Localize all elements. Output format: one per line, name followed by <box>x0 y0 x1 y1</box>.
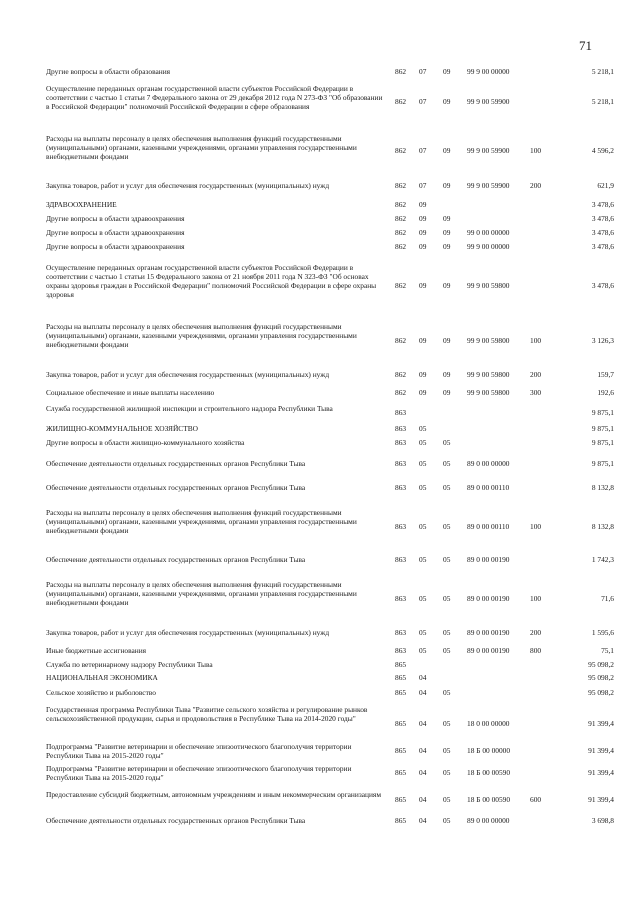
rz-cell: 04 <box>419 795 427 804</box>
rz-cell: 05 <box>419 628 427 637</box>
vr-cell: 100 <box>530 522 542 531</box>
row-name: Расходы на выплаты персоналу в целях обеспечения выполнения функций государственными (муниципальными) органами, казенными учреждениями, органами управления государственными внебюджетными фондами <box>46 580 357 607</box>
sum-cell: 95 098,2 <box>588 673 614 682</box>
ved-cell: 865 <box>395 795 407 804</box>
sum-cell: 4 596,2 <box>591 146 614 155</box>
pr-cell: 05 <box>443 688 451 697</box>
csr-cell: 18 Б 00 00000 <box>467 746 511 755</box>
row-name: Подпрограмма "Развитие ветеринарии и обеспечение эпизоотического благополучия территории Республики Тыва на 2015-2020 годы" <box>46 742 352 760</box>
pr-cell: 09 <box>443 281 451 290</box>
pr-cell: 05 <box>443 438 451 447</box>
sum-cell: 3 698,8 <box>591 816 614 825</box>
vr-cell: 300 <box>530 388 542 397</box>
csr-cell: 99 9 00 59800 <box>467 336 510 345</box>
pr-cell: 05 <box>443 816 451 825</box>
pr-cell: 09 <box>443 67 451 76</box>
ved-cell: 865 <box>395 816 407 825</box>
vr-cell: 200 <box>530 181 542 190</box>
rz-cell: 04 <box>419 673 427 682</box>
ved-cell: 862 <box>395 242 407 251</box>
rz-cell: 09 <box>419 388 427 397</box>
sum-cell: 621,9 <box>597 181 614 190</box>
rz-cell: 05 <box>419 459 427 468</box>
csr-cell: 18 Б 00 00590 <box>467 795 511 804</box>
pr-cell: 05 <box>443 795 451 804</box>
ved-cell: 865 <box>395 688 407 697</box>
row-name: ЗДРАВООХРАНЕНИЕ <box>46 200 117 209</box>
rz-cell: 05 <box>419 438 427 447</box>
sum-cell: 75,1 <box>601 646 614 655</box>
row-name: Другие вопросы в области образования <box>46 67 171 76</box>
ved-cell: 863 <box>395 424 407 433</box>
ved-cell: 862 <box>395 67 407 76</box>
ved-cell: 862 <box>395 228 407 237</box>
ved-cell: 865 <box>395 719 407 728</box>
rz-cell: 04 <box>419 816 427 825</box>
csr-cell: 89 0 00 00000 <box>467 459 510 468</box>
sum-cell: 8 132,8 <box>591 483 614 492</box>
row-name: Расходы на выплаты персоналу в целях обеспечения выполнения функций государственными (муниципальными) органами, казенными учреждениями, органами управления государственными внебюджетными фондами <box>46 134 357 161</box>
pr-cell: 05 <box>443 646 451 655</box>
row-name: Обеспечение деятельности отдельных государственных органов Республики Тыва <box>46 459 306 468</box>
csr-cell: 99 0 00 00000 <box>467 228 510 237</box>
row-name: Обеспечение деятельности отдельных государственных органов Республики Тыва <box>46 483 306 492</box>
vr-cell: 100 <box>530 146 542 155</box>
sum-cell: 5 218,1 <box>591 97 614 106</box>
ved-cell: 865 <box>395 746 407 755</box>
rz-cell: 05 <box>419 483 427 492</box>
pr-cell: 05 <box>443 594 451 603</box>
csr-cell: 18 0 00 00000 <box>467 719 510 728</box>
ved-cell: 863 <box>395 408 407 417</box>
csr-cell: 99 9 00 59800 <box>467 281 510 290</box>
csr-cell: 99 9 00 59900 <box>467 146 510 155</box>
row-name: ЖИЛИЩНО-КОММУНАЛЬНОЕ ХОЗЯЙСТВО <box>46 424 199 433</box>
ved-cell: 863 <box>395 594 407 603</box>
rz-cell: 05 <box>419 522 427 531</box>
ved-cell: 863 <box>395 555 407 564</box>
pr-cell: 05 <box>443 522 451 531</box>
vr-cell: 100 <box>530 594 542 603</box>
pr-cell: 05 <box>443 459 451 468</box>
pr-cell: 05 <box>443 628 451 637</box>
rz-cell: 09 <box>419 281 427 290</box>
rz-cell: 05 <box>419 424 427 433</box>
vr-cell: 800 <box>530 646 542 655</box>
sum-cell: 192,6 <box>597 388 614 397</box>
pr-cell: 09 <box>443 228 451 237</box>
pr-cell: 05 <box>443 746 451 755</box>
pr-cell: 09 <box>443 336 451 345</box>
sum-cell: 9 875,1 <box>591 424 614 433</box>
rz-cell: 07 <box>419 181 427 190</box>
ved-cell: 863 <box>395 438 407 447</box>
csr-cell: 89 0 00 00190 <box>467 555 510 564</box>
ved-cell: 863 <box>395 628 407 637</box>
ved-cell: 862 <box>395 214 407 223</box>
rz-cell: 09 <box>419 214 427 223</box>
sum-cell: 91 399,4 <box>588 768 614 777</box>
sum-cell: 95 098,2 <box>588 660 614 669</box>
rz-cell: 07 <box>419 146 427 155</box>
sum-cell: 95 098,2 <box>588 688 614 697</box>
pr-cell: 09 <box>443 370 451 379</box>
rz-cell: 04 <box>419 746 427 755</box>
pr-cell: 09 <box>443 242 451 251</box>
row-name: Государственная программа Республики Тыва "Развитие сельского хозяйства и регулирование рынков сельскохозяйственной продукции, сырья и продовольствия в Республике Тыва на 2014-2020 годы" <box>46 705 368 723</box>
vr-cell: 100 <box>530 336 542 345</box>
sum-cell: 91 399,4 <box>588 746 614 755</box>
row-name: Сельское хозяйство и рыболовство <box>46 688 156 697</box>
ved-cell: 862 <box>395 200 407 209</box>
csr-cell: 89 0 00 00190 <box>467 628 510 637</box>
row-name: Расходы на выплаты персоналу в целях обеспечения выполнения функций государственными (муниципальными) органами, казенными учреждениями, органами управления государственными внебюджетными фондами <box>46 508 357 535</box>
row-name: Предоставление субсидий бюджетным, автономным учреждениям и иным некоммерческим организациям <box>46 790 382 799</box>
csr-cell: 99 9 00 59900 <box>467 97 510 106</box>
sum-cell: 3 478,6 <box>591 214 614 223</box>
row-name: НАЦИОНАЛЬНАЯ ЭКОНОМИКА <box>46 673 158 682</box>
row-name: Служба государственной жилищной инспекции и строительного надзора Республики Тыва <box>46 404 333 413</box>
rz-cell: 09 <box>419 200 427 209</box>
ved-cell: 863 <box>395 459 407 468</box>
row-name: Другие вопросы в области жилищно-коммунального хозяйства <box>46 438 245 447</box>
row-name: Другие вопросы в области здравоохранения <box>46 228 185 237</box>
sum-cell: 3 126,3 <box>591 336 614 345</box>
pr-cell: 05 <box>443 483 451 492</box>
sum-cell: 5 218,1 <box>591 67 614 76</box>
ved-cell: 862 <box>395 336 407 345</box>
sum-cell: 1 595,6 <box>591 628 614 637</box>
row-name: Закупка товаров, работ и услуг для обеспечения государственных (муниципальных) нужд <box>46 628 330 637</box>
csr-cell: 89 0 00 00000 <box>467 816 510 825</box>
pr-cell: 09 <box>443 388 451 397</box>
rz-cell: 09 <box>419 242 427 251</box>
csr-cell: 99 9 00 00000 <box>467 67 510 76</box>
pr-cell: 05 <box>443 768 451 777</box>
row-name: Другие вопросы в области здравоохранения <box>46 242 185 251</box>
ved-cell: 863 <box>395 522 407 531</box>
sum-cell: 9 875,1 <box>591 408 614 417</box>
ved-cell: 862 <box>395 370 407 379</box>
ved-cell: 862 <box>395 388 407 397</box>
rz-cell: 05 <box>419 646 427 655</box>
csr-cell: 89 0 00 00190 <box>467 594 510 603</box>
sum-cell: 3 478,6 <box>591 242 614 251</box>
row-name: Осуществление переданных органам государственной власти субъектов Российской Федерации в соответствии с частью 1 статьи 15 Федерального закона от 21 ноября 2011 года N 323-ФЗ "Об основах охраны здоровья граждан в Российской Федерации" полномочий Российской Федерации в сфере охраны здоровья <box>46 263 377 299</box>
pr-cell: 09 <box>443 97 451 106</box>
sum-cell: 3 478,6 <box>591 281 614 290</box>
rz-cell: 04 <box>419 768 427 777</box>
rz-cell: 05 <box>419 555 427 564</box>
row-name: Служба по ветеринарному надзору Республики Тыва <box>46 660 213 669</box>
row-name: Расходы на выплаты персоналу в целях обеспечения выполнения функций государственными (муниципальными) органами, казенными учреждениями, органами управления государственными внебюджетными фондами <box>46 322 357 349</box>
ved-cell: 865 <box>395 673 407 682</box>
row-name: Закупка товаров, работ и услуг для обеспечения государственных (муниципальных) нужд <box>46 181 330 190</box>
rz-cell: 05 <box>419 594 427 603</box>
sum-cell: 91 399,4 <box>588 719 614 728</box>
sum-cell: 71,6 <box>601 594 614 603</box>
row-name: Закупка товаров, работ и услуг для обеспечения государственных (муниципальных) нужд <box>46 370 330 379</box>
rz-cell: 04 <box>419 688 427 697</box>
ved-cell: 865 <box>395 768 407 777</box>
sum-cell: 1 742,3 <box>591 555 614 564</box>
vr-cell: 200 <box>530 370 542 379</box>
row-name: Подпрограмма "Развитие ветеринарии и обеспечение эпизоотического благополучия территории Республики Тыва на 2015-2020 годы" <box>46 764 352 782</box>
csr-cell: 99 9 00 59900 <box>467 181 510 190</box>
page-number: 71 <box>579 38 592 53</box>
rz-cell: 04 <box>419 719 427 728</box>
row-name: Осуществление переданных органам государственной власти субъектов Российской Федерации в соответствии с частью 1 статьи 7 Федерального закона от 29 декабря 2012 года N 273-ФЗ "Об образовании в Российской Федерации" полномочий Российской Федерации в сфере образования <box>46 84 383 111</box>
row-name: Иные бюджетные ассигнования <box>46 646 147 655</box>
row-name: Обеспечение деятельности отдельных государственных органов Республики Тыва <box>46 816 306 825</box>
vr-cell: 200 <box>530 628 542 637</box>
pr-cell: 05 <box>443 719 451 728</box>
pr-cell: 09 <box>443 181 451 190</box>
sum-cell: 8 132,8 <box>591 522 614 531</box>
ved-cell: 862 <box>395 97 407 106</box>
ved-cell: 862 <box>395 146 407 155</box>
csr-cell: 18 Б 00 00590 <box>467 768 511 777</box>
csr-cell: 99 9 00 59800 <box>467 388 510 397</box>
rz-cell: 09 <box>419 370 427 379</box>
sum-cell: 9 875,1 <box>591 438 614 447</box>
sum-cell: 159,7 <box>597 370 614 379</box>
ved-cell: 862 <box>395 281 407 290</box>
rz-cell: 09 <box>419 228 427 237</box>
sum-cell: 9 875,1 <box>591 459 614 468</box>
pr-cell: 09 <box>443 214 451 223</box>
ved-cell: 863 <box>395 483 407 492</box>
ved-cell: 862 <box>395 181 407 190</box>
sum-cell: 91 399,4 <box>588 795 614 804</box>
rz-cell: 07 <box>419 67 427 76</box>
csr-cell: 99 9 00 59800 <box>467 370 510 379</box>
ved-cell: 863 <box>395 646 407 655</box>
row-name: Другие вопросы в области здравоохранения <box>46 214 185 223</box>
sum-cell: 3 478,6 <box>591 200 614 209</box>
csr-cell: 89 0 00 00190 <box>467 646 510 655</box>
row-name: Социальное обеспечение и иные выплаты населению <box>46 388 215 397</box>
rz-cell: 09 <box>419 336 427 345</box>
vr-cell: 600 <box>530 795 542 804</box>
csr-cell: 89 0 00 00110 <box>467 483 510 492</box>
pr-cell: 05 <box>443 555 451 564</box>
sum-cell: 3 478,6 <box>591 228 614 237</box>
csr-cell: 89 0 00 00110 <box>467 522 510 531</box>
csr-cell: 99 9 00 00000 <box>467 242 510 251</box>
row-name: Обеспечение деятельности отдельных государственных органов Республики Тыва <box>46 555 306 564</box>
ved-cell: 865 <box>395 660 407 669</box>
pr-cell: 09 <box>443 146 451 155</box>
rz-cell: 07 <box>419 97 427 106</box>
